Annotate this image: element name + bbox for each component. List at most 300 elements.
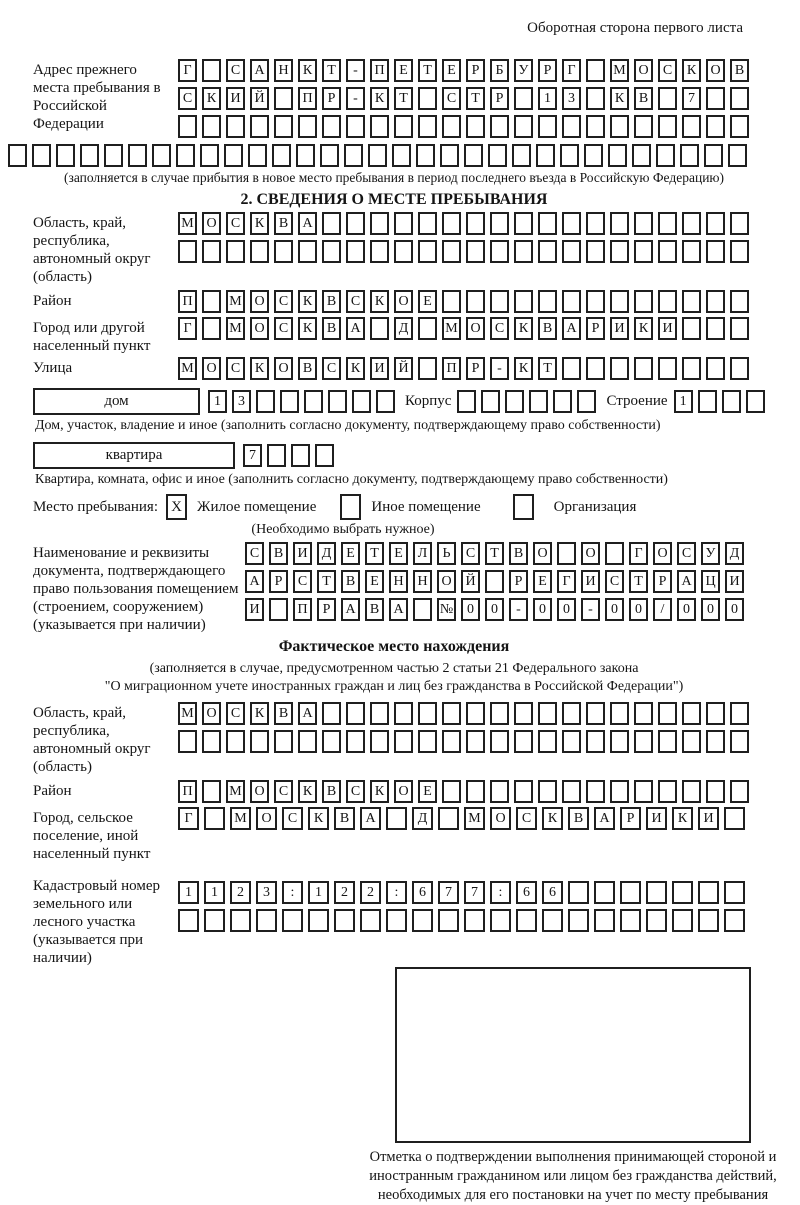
char-cell[interactable]: [706, 240, 725, 263]
char-cell[interactable]: А: [346, 317, 365, 340]
char-cell[interactable]: [418, 730, 437, 753]
char-cell[interactable]: [505, 390, 524, 413]
char-cell[interactable]: [202, 780, 221, 803]
char-cell[interactable]: 1: [204, 881, 225, 904]
char-cell[interactable]: Е: [418, 290, 437, 313]
char-cell[interactable]: [322, 240, 341, 263]
char-cell[interactable]: [562, 702, 581, 725]
char-cell[interactable]: [658, 212, 677, 235]
char-cell[interactable]: [440, 144, 459, 167]
char-cell[interactable]: К: [672, 807, 693, 830]
char-cell[interactable]: [514, 212, 533, 235]
char-cell[interactable]: [442, 702, 461, 725]
char-cell[interactable]: [706, 702, 725, 725]
char-cell[interactable]: [586, 357, 605, 380]
char-cell[interactable]: С: [226, 212, 245, 235]
char-cell[interactable]: [658, 290, 677, 313]
char-cell[interactable]: [538, 780, 557, 803]
char-cell[interactable]: Т: [418, 59, 437, 82]
char-cell[interactable]: [490, 115, 509, 138]
char-cell[interactable]: [706, 87, 725, 110]
char-cell[interactable]: [656, 144, 675, 167]
char-cell[interactable]: [202, 730, 221, 753]
char-cell[interactable]: 1: [308, 881, 329, 904]
char-cell[interactable]: [442, 290, 461, 313]
char-cell[interactable]: О: [250, 290, 269, 313]
char-cell[interactable]: [282, 909, 303, 932]
char-cell[interactable]: [730, 87, 749, 110]
char-cell[interactable]: [610, 240, 629, 263]
char-cell[interactable]: [514, 87, 533, 110]
char-cell[interactable]: Е: [365, 570, 384, 593]
char-cell[interactable]: Б: [490, 59, 509, 82]
char-cell[interactable]: 0: [725, 598, 744, 621]
char-cell[interactable]: [577, 390, 596, 413]
char-cell[interactable]: [269, 598, 288, 621]
char-cell[interactable]: :: [282, 881, 303, 904]
char-cell[interactable]: [418, 240, 437, 263]
char-cell[interactable]: [658, 240, 677, 263]
char-cell[interactable]: С: [605, 570, 624, 593]
char-cell[interactable]: П: [370, 59, 389, 82]
char-cell[interactable]: Р: [317, 598, 336, 621]
char-cell[interactable]: Ь: [437, 542, 456, 565]
char-cell[interactable]: Р: [653, 570, 672, 593]
char-cell[interactable]: [304, 390, 323, 413]
char-cell[interactable]: [514, 780, 533, 803]
char-cell[interactable]: И: [293, 542, 312, 565]
char-cell[interactable]: [272, 144, 291, 167]
char-cell[interactable]: -: [346, 87, 365, 110]
char-cell[interactable]: С: [490, 317, 509, 340]
char-cell[interactable]: [514, 115, 533, 138]
char-cell[interactable]: [610, 290, 629, 313]
char-cell[interactable]: К: [298, 780, 317, 803]
char-cell[interactable]: [320, 144, 339, 167]
char-cell[interactable]: [682, 730, 701, 753]
char-cell[interactable]: [442, 240, 461, 263]
char-cell[interactable]: К: [370, 87, 389, 110]
char-cell[interactable]: [610, 115, 629, 138]
char-cell[interactable]: Е: [394, 59, 413, 82]
char-cell[interactable]: А: [298, 212, 317, 235]
char-cell[interactable]: [370, 702, 389, 725]
char-cell[interactable]: [315, 444, 334, 467]
char-cell[interactable]: [230, 909, 251, 932]
char-cell[interactable]: [104, 144, 123, 167]
char-cell[interactable]: К: [202, 87, 221, 110]
char-cell[interactable]: А: [341, 598, 360, 621]
char-cell[interactable]: К: [298, 290, 317, 313]
char-cell[interactable]: И: [658, 317, 677, 340]
char-cell[interactable]: В: [730, 59, 749, 82]
char-cell[interactable]: М: [226, 317, 245, 340]
char-cell[interactable]: С: [346, 780, 365, 803]
char-cell[interactable]: П: [178, 290, 197, 313]
char-cell[interactable]: 3: [232, 390, 251, 413]
char-cell[interactable]: 7: [438, 881, 459, 904]
char-cell[interactable]: Т: [317, 570, 336, 593]
char-cell[interactable]: И: [245, 598, 264, 621]
char-cell[interactable]: А: [298, 702, 317, 725]
char-cell[interactable]: [274, 87, 293, 110]
char-cell[interactable]: [730, 357, 749, 380]
char-cell[interactable]: [706, 290, 725, 313]
char-cell[interactable]: 3: [256, 881, 277, 904]
char-cell[interactable]: :: [386, 881, 407, 904]
char-cell[interactable]: [490, 909, 511, 932]
char-cell[interactable]: [728, 144, 747, 167]
char-cell[interactable]: А: [389, 598, 408, 621]
char-cell[interactable]: [698, 881, 719, 904]
char-cell[interactable]: В: [334, 807, 355, 830]
char-cell[interactable]: С: [226, 702, 245, 725]
char-cell[interactable]: [204, 807, 225, 830]
char-cell[interactable]: [178, 909, 199, 932]
char-cell[interactable]: [418, 357, 437, 380]
char-cell[interactable]: [584, 144, 603, 167]
char-cell[interactable]: И: [646, 807, 667, 830]
char-cell[interactable]: [682, 212, 701, 235]
char-cell[interactable]: [730, 290, 749, 313]
char-cell[interactable]: О: [466, 317, 485, 340]
char-cell[interactable]: [672, 881, 693, 904]
char-cell[interactable]: [274, 730, 293, 753]
apartment-type-box[interactable]: квартира: [33, 442, 235, 469]
char-cell[interactable]: Д: [394, 317, 413, 340]
char-cell[interactable]: Т: [485, 542, 504, 565]
char-cell[interactable]: И: [725, 570, 744, 593]
char-cell[interactable]: [682, 115, 701, 138]
char-cell[interactable]: А: [677, 570, 696, 593]
char-cell[interactable]: К: [514, 317, 533, 340]
char-cell[interactable]: 6: [516, 881, 537, 904]
char-cell[interactable]: 7: [464, 881, 485, 904]
char-cell[interactable]: К: [634, 317, 653, 340]
char-cell[interactable]: -: [346, 59, 365, 82]
char-cell[interactable]: [322, 212, 341, 235]
char-cell[interactable]: [730, 317, 749, 340]
char-cell[interactable]: Т: [466, 87, 485, 110]
char-cell[interactable]: В: [298, 357, 317, 380]
char-cell[interactable]: [202, 59, 221, 82]
char-cell[interactable]: К: [308, 807, 329, 830]
char-cell[interactable]: К: [346, 357, 365, 380]
char-cell[interactable]: [360, 909, 381, 932]
char-cell[interactable]: М: [178, 212, 197, 235]
char-cell[interactable]: [594, 909, 615, 932]
char-cell[interactable]: О: [581, 542, 600, 565]
char-cell[interactable]: М: [226, 780, 245, 803]
char-cell[interactable]: 0: [677, 598, 696, 621]
char-cell[interactable]: [488, 144, 507, 167]
char-cell[interactable]: Г: [629, 542, 648, 565]
char-cell[interactable]: С: [293, 570, 312, 593]
char-cell[interactable]: Г: [178, 59, 197, 82]
char-cell[interactable]: А: [562, 317, 581, 340]
char-cell[interactable]: [562, 780, 581, 803]
char-cell[interactable]: [438, 909, 459, 932]
char-cell[interactable]: [485, 570, 504, 593]
char-cell[interactable]: С: [274, 780, 293, 803]
char-cell[interactable]: [442, 730, 461, 753]
char-cell[interactable]: С: [226, 59, 245, 82]
char-cell[interactable]: [418, 212, 437, 235]
char-cell[interactable]: Ц: [701, 570, 720, 593]
char-cell[interactable]: [386, 909, 407, 932]
char-cell[interactable]: [538, 240, 557, 263]
char-cell[interactable]: [418, 702, 437, 725]
char-cell[interactable]: Р: [490, 87, 509, 110]
char-cell[interactable]: 0: [461, 598, 480, 621]
char-cell[interactable]: [418, 317, 437, 340]
char-cell[interactable]: [610, 357, 629, 380]
char-cell[interactable]: О: [490, 807, 511, 830]
char-cell[interactable]: С: [516, 807, 537, 830]
char-cell[interactable]: [412, 909, 433, 932]
char-cell[interactable]: [490, 730, 509, 753]
char-cell[interactable]: [296, 144, 315, 167]
char-cell[interactable]: [514, 240, 533, 263]
char-cell[interactable]: С: [245, 542, 264, 565]
char-cell[interactable]: [298, 115, 317, 138]
char-cell[interactable]: [392, 144, 411, 167]
char-cell[interactable]: [346, 730, 365, 753]
char-cell[interactable]: М: [442, 317, 461, 340]
char-cell[interactable]: [8, 144, 27, 167]
char-cell[interactable]: [542, 909, 563, 932]
char-cell[interactable]: Г: [178, 807, 199, 830]
char-cell[interactable]: [298, 240, 317, 263]
char-cell[interactable]: [680, 144, 699, 167]
char-cell[interactable]: П: [442, 357, 461, 380]
char-cell[interactable]: [370, 730, 389, 753]
char-cell[interactable]: [586, 780, 605, 803]
char-cell[interactable]: Р: [466, 357, 485, 380]
char-cell[interactable]: [706, 317, 725, 340]
char-cell[interactable]: [56, 144, 75, 167]
house-type-box[interactable]: дом: [33, 388, 200, 415]
char-cell[interactable]: [152, 144, 171, 167]
char-cell[interactable]: /: [653, 598, 672, 621]
char-cell[interactable]: С: [178, 87, 197, 110]
char-cell[interactable]: 0: [629, 598, 648, 621]
char-cell[interactable]: [178, 730, 197, 753]
char-cell[interactable]: [610, 212, 629, 235]
char-cell[interactable]: 1: [178, 881, 199, 904]
char-cell[interactable]: И: [610, 317, 629, 340]
char-cell[interactable]: [178, 115, 197, 138]
char-cell[interactable]: [553, 390, 572, 413]
char-cell[interactable]: 3: [562, 87, 581, 110]
char-cell[interactable]: [682, 702, 701, 725]
char-cell[interactable]: [586, 212, 605, 235]
char-cell[interactable]: Д: [725, 542, 744, 565]
char-cell[interactable]: К: [542, 807, 563, 830]
char-cell[interactable]: Е: [533, 570, 552, 593]
char-cell[interactable]: Е: [389, 542, 408, 565]
checkbox-organizaciya[interactable]: [513, 494, 534, 520]
char-cell[interactable]: [746, 390, 765, 413]
char-cell[interactable]: Н: [389, 570, 408, 593]
char-cell[interactable]: С: [461, 542, 480, 565]
char-cell[interactable]: [724, 881, 745, 904]
char-cell[interactable]: [370, 115, 389, 138]
char-cell[interactable]: У: [514, 59, 533, 82]
char-cell[interactable]: [706, 730, 725, 753]
char-cell[interactable]: [442, 780, 461, 803]
char-cell[interactable]: О: [202, 212, 221, 235]
char-cell[interactable]: П: [298, 87, 317, 110]
char-cell[interactable]: :: [490, 881, 511, 904]
char-cell[interactable]: В: [341, 570, 360, 593]
char-cell[interactable]: 0: [533, 598, 552, 621]
char-cell[interactable]: [682, 357, 701, 380]
char-cell[interactable]: [346, 212, 365, 235]
char-cell[interactable]: Р: [620, 807, 641, 830]
char-cell[interactable]: Н: [413, 570, 432, 593]
char-cell[interactable]: [490, 240, 509, 263]
char-cell[interactable]: [334, 909, 355, 932]
char-cell[interactable]: [634, 115, 653, 138]
char-cell[interactable]: Т: [365, 542, 384, 565]
char-cell[interactable]: А: [360, 807, 381, 830]
char-cell[interactable]: [586, 240, 605, 263]
char-cell[interactable]: 0: [701, 598, 720, 621]
char-cell[interactable]: [586, 59, 605, 82]
char-cell[interactable]: В: [322, 317, 341, 340]
char-cell[interactable]: И: [581, 570, 600, 593]
char-cell[interactable]: Л: [413, 542, 432, 565]
char-cell[interactable]: [634, 212, 653, 235]
char-cell[interactable]: [370, 317, 389, 340]
char-cell[interactable]: И: [370, 357, 389, 380]
char-cell[interactable]: [466, 115, 485, 138]
char-cell[interactable]: [394, 240, 413, 263]
char-cell[interactable]: К: [250, 702, 269, 725]
char-cell[interactable]: С: [274, 290, 293, 313]
char-cell[interactable]: [178, 240, 197, 263]
char-cell[interactable]: [538, 290, 557, 313]
char-cell[interactable]: 7: [243, 444, 262, 467]
char-cell[interactable]: [274, 240, 293, 263]
char-cell[interactable]: [418, 87, 437, 110]
char-cell[interactable]: [730, 212, 749, 235]
char-cell[interactable]: В: [365, 598, 384, 621]
char-cell[interactable]: 0: [557, 598, 576, 621]
char-cell[interactable]: -: [581, 598, 600, 621]
char-cell[interactable]: [226, 240, 245, 263]
char-cell[interactable]: [352, 390, 371, 413]
char-cell[interactable]: В: [568, 807, 589, 830]
char-cell[interactable]: [586, 730, 605, 753]
char-cell[interactable]: С: [658, 59, 677, 82]
char-cell[interactable]: 2: [230, 881, 251, 904]
char-cell[interactable]: [344, 144, 363, 167]
char-cell[interactable]: [610, 780, 629, 803]
char-cell[interactable]: 6: [542, 881, 563, 904]
char-cell[interactable]: [202, 290, 221, 313]
char-cell[interactable]: П: [293, 598, 312, 621]
char-cell[interactable]: [706, 780, 725, 803]
char-cell[interactable]: [672, 909, 693, 932]
char-cell[interactable]: [682, 290, 701, 313]
char-cell[interactable]: В: [269, 542, 288, 565]
char-cell[interactable]: [466, 290, 485, 313]
char-cell[interactable]: В: [274, 212, 293, 235]
char-cell[interactable]: [280, 390, 299, 413]
char-cell[interactable]: К: [298, 59, 317, 82]
char-cell[interactable]: [730, 240, 749, 263]
char-cell[interactable]: [560, 144, 579, 167]
char-cell[interactable]: Г: [562, 59, 581, 82]
char-cell[interactable]: [682, 317, 701, 340]
char-cell[interactable]: [634, 357, 653, 380]
char-cell[interactable]: [298, 730, 317, 753]
char-cell[interactable]: 1: [674, 390, 693, 413]
char-cell[interactable]: [658, 357, 677, 380]
char-cell[interactable]: О: [250, 780, 269, 803]
char-cell[interactable]: В: [634, 87, 653, 110]
char-cell[interactable]: М: [226, 290, 245, 313]
char-cell[interactable]: [594, 881, 615, 904]
char-cell[interactable]: В: [322, 780, 341, 803]
char-cell[interactable]: А: [594, 807, 615, 830]
char-cell[interactable]: [202, 115, 221, 138]
char-cell[interactable]: [608, 144, 627, 167]
char-cell[interactable]: [730, 780, 749, 803]
char-cell[interactable]: [698, 909, 719, 932]
char-cell[interactable]: К: [370, 290, 389, 313]
char-cell[interactable]: [370, 240, 389, 263]
char-cell[interactable]: -: [509, 598, 528, 621]
char-cell[interactable]: [610, 702, 629, 725]
char-cell[interactable]: [538, 730, 557, 753]
char-cell[interactable]: 1: [538, 87, 557, 110]
char-cell[interactable]: [610, 730, 629, 753]
char-cell[interactable]: [730, 730, 749, 753]
char-cell[interactable]: С: [274, 317, 293, 340]
char-cell[interactable]: О: [394, 290, 413, 313]
char-cell[interactable]: [658, 87, 677, 110]
char-cell[interactable]: [538, 212, 557, 235]
checkbox-zhiloe[interactable]: X: [166, 494, 187, 520]
char-cell[interactable]: [682, 240, 701, 263]
char-cell[interactable]: [464, 144, 483, 167]
char-cell[interactable]: К: [250, 357, 269, 380]
char-cell[interactable]: [706, 357, 725, 380]
char-cell[interactable]: [128, 144, 147, 167]
char-cell[interactable]: У: [701, 542, 720, 565]
char-cell[interactable]: [605, 542, 624, 565]
char-cell[interactable]: [730, 702, 749, 725]
char-cell[interactable]: [368, 144, 387, 167]
char-cell[interactable]: [256, 909, 277, 932]
char-cell[interactable]: Г: [178, 317, 197, 340]
char-cell[interactable]: В: [509, 542, 528, 565]
char-cell[interactable]: [586, 702, 605, 725]
char-cell[interactable]: [267, 444, 286, 467]
char-cell[interactable]: [586, 290, 605, 313]
char-cell[interactable]: 6: [412, 881, 433, 904]
char-cell[interactable]: С: [346, 290, 365, 313]
char-cell[interactable]: П: [178, 780, 197, 803]
char-cell[interactable]: А: [250, 59, 269, 82]
char-cell[interactable]: [464, 909, 485, 932]
char-cell[interactable]: Г: [557, 570, 576, 593]
char-cell[interactable]: [226, 115, 245, 138]
char-cell[interactable]: [722, 390, 741, 413]
